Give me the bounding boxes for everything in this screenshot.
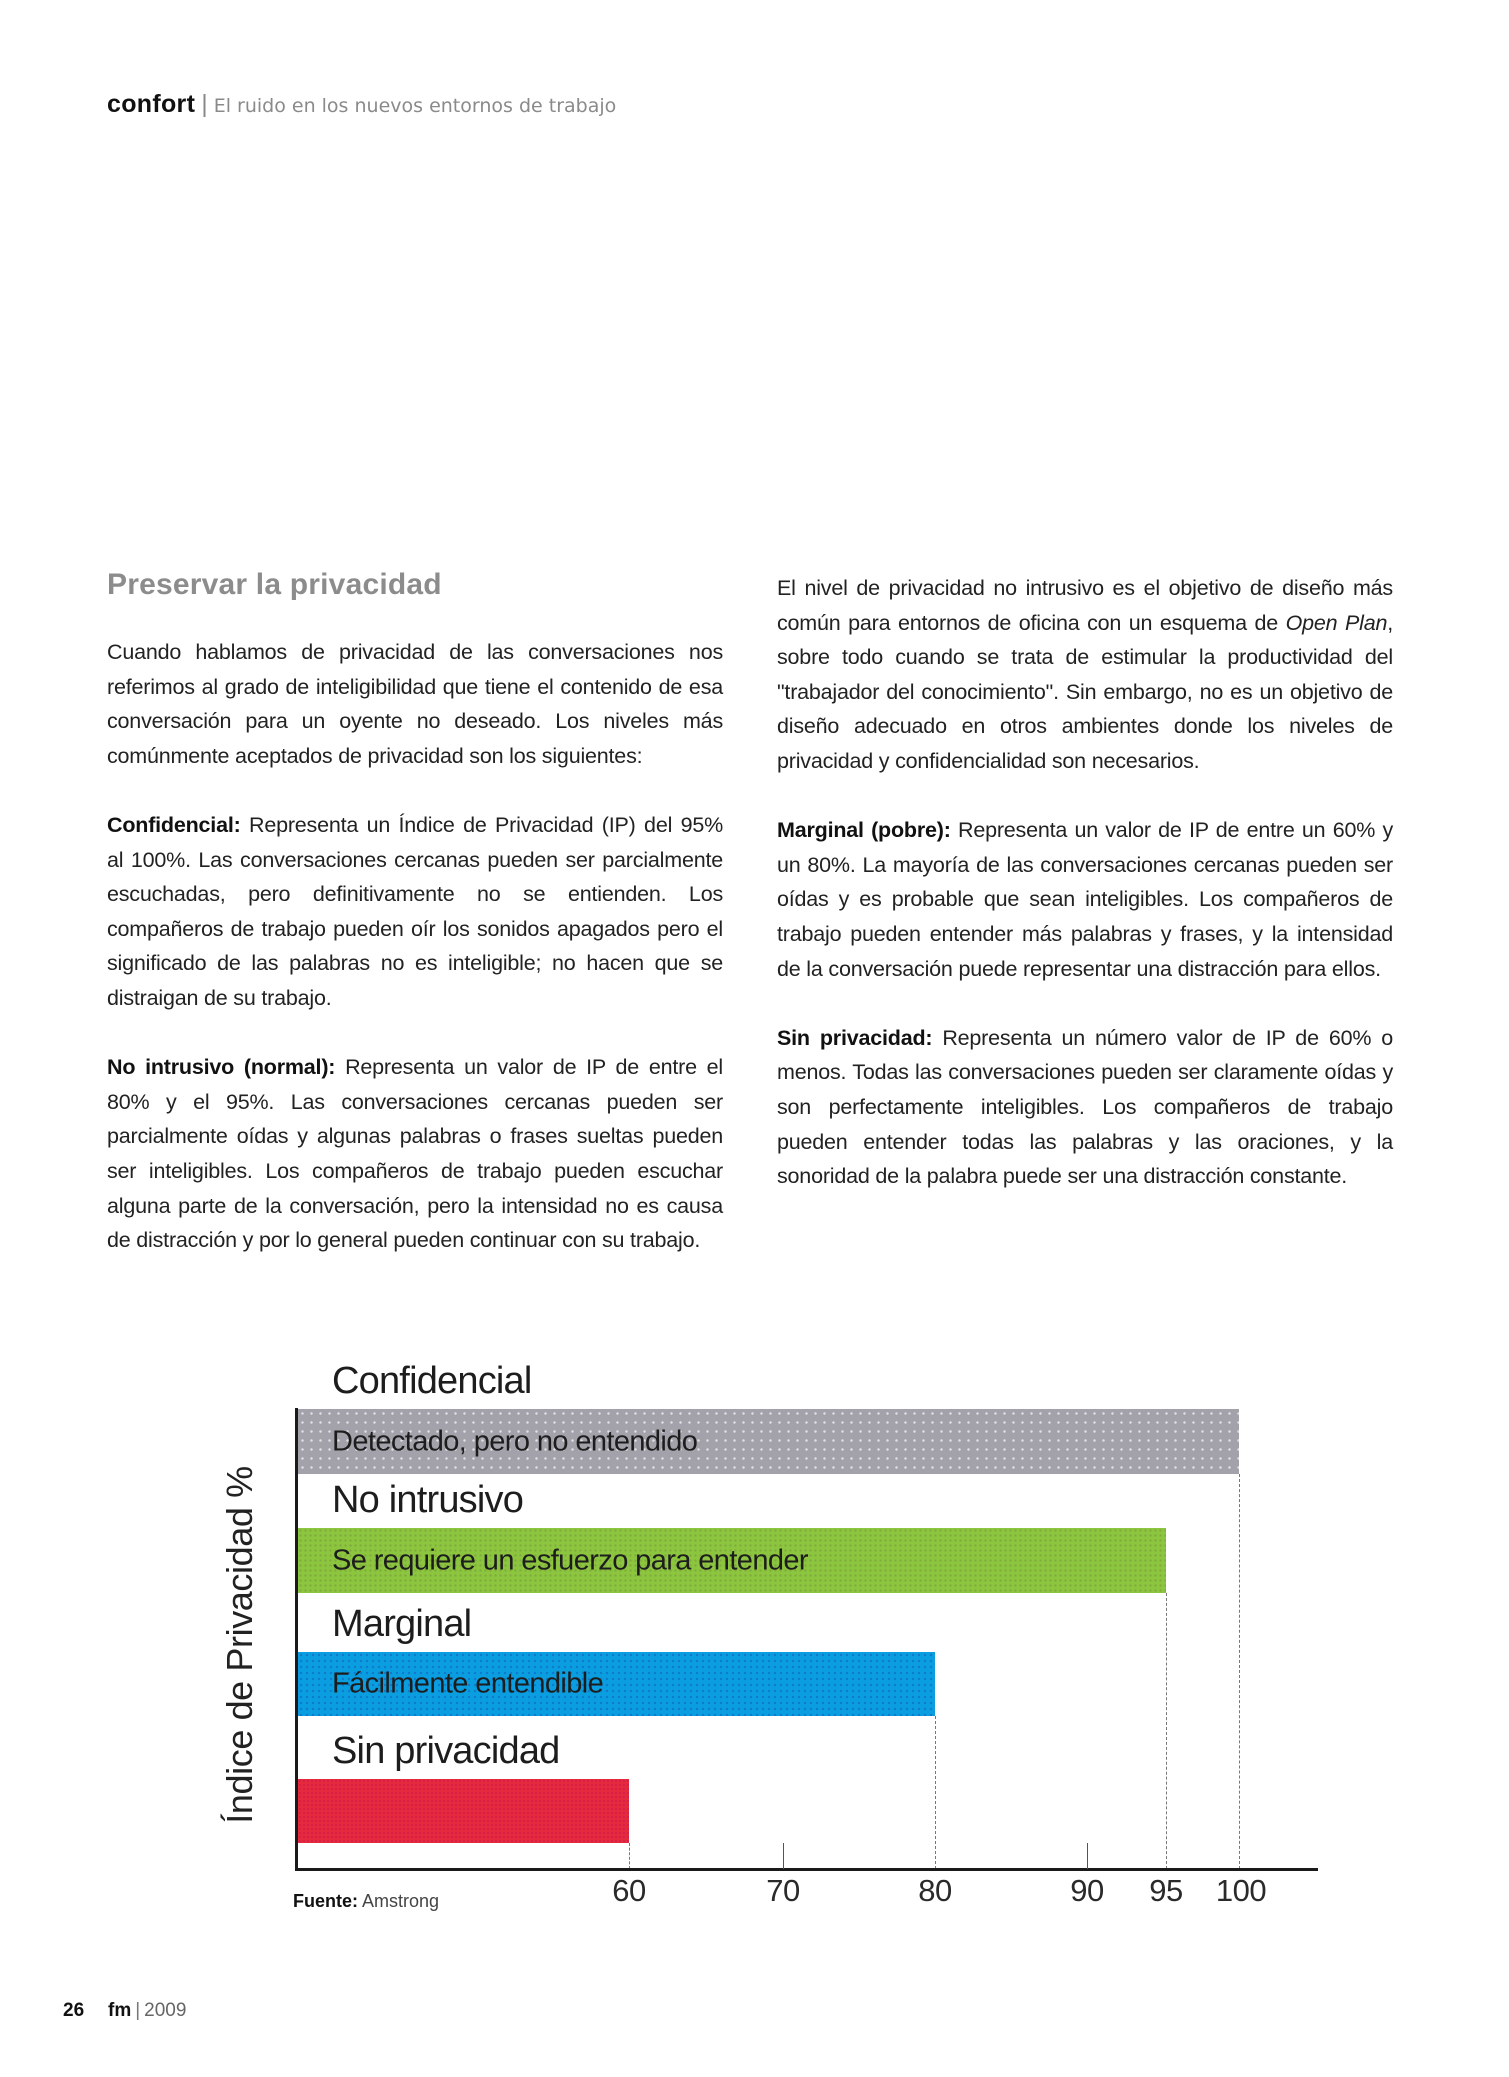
tick-label-90: 90 bbox=[1070, 1873, 1104, 1908]
bar-no-intrusivo bbox=[298, 1528, 1166, 1593]
tick-70 bbox=[783, 1843, 784, 1869]
category-label-sin-privacidad: Sin privacidad bbox=[332, 1730, 560, 1772]
running-header bbox=[107, 90, 616, 119]
paragraph-text: Cuando hablamos de privacidad de las conversaciones nos referimos al grado de inteligibilidad que tiene el contenido de esa conversación para un oyente no deseado. Los niveles más comúnmente aceptados de privacidad son los siguientes: bbox=[107, 640, 723, 768]
source-label: Fuente: bbox=[293, 1891, 358, 1911]
magazine-name: fm bbox=[108, 2000, 132, 2021]
paragraph-lead: Confidencial: bbox=[107, 812, 241, 837]
bar-sin-privacidad bbox=[298, 1779, 629, 1843]
tick-label-70: 70 bbox=[766, 1873, 800, 1908]
paragraph-marginal bbox=[777, 813, 1393, 986]
bar-confidencial bbox=[298, 1409, 1239, 1474]
category-label-no-intrusivo: No intrusivo bbox=[332, 1479, 524, 1521]
reference-line-80 bbox=[935, 1716, 936, 1869]
reference-line-100 bbox=[1239, 1474, 1240, 1869]
bar-description: Detectado, pero no entendido bbox=[332, 1425, 698, 1457]
paragraph-lead: Sin privacidad: bbox=[777, 1025, 933, 1050]
tick-label-95: 95 bbox=[1149, 1873, 1183, 1908]
chart-source bbox=[293, 1891, 439, 1912]
italic-term: Open Plan bbox=[1285, 610, 1388, 635]
right-column bbox=[777, 571, 1393, 1194]
paragraph-no-intrusivo bbox=[107, 1050, 723, 1258]
bar-description: Fácilmente entendible bbox=[332, 1667, 604, 1700]
bar-marginal bbox=[298, 1652, 935, 1716]
paragraph-open-plan bbox=[777, 571, 1393, 779]
bar-description: Se requiere un esfuerzo para entender bbox=[332, 1544, 808, 1576]
paragraph-confidencial bbox=[107, 808, 723, 1016]
tick-label-100: 100 bbox=[1215, 1873, 1267, 1908]
header-separator: | bbox=[201, 90, 208, 118]
intro-paragraph bbox=[107, 635, 723, 773]
reference-line-60 bbox=[629, 1843, 630, 1869]
left-column bbox=[107, 567, 723, 1258]
paragraph-lead: Marginal (pobre): bbox=[777, 818, 951, 843]
paragraph-text: Representa un valor de IP de entre el 80% y el 95%. Las conversaciones cercanas pueden ser parcialmente oídas y algunas palabras o frases sueltas pueden ser inteligibles. Los compañeros de trabajo pueden escuchar alguna parte de la conversación, pero la intensidad no es causa de distracción y por lo general pueden continuar con su trabajo. bbox=[107, 1055, 724, 1253]
tick-label-60: 60 bbox=[612, 1873, 646, 1908]
section-title: Preservar la privacidad bbox=[107, 568, 442, 601]
paragraph-lead: No intrusivo (normal): bbox=[107, 1055, 336, 1080]
issue-year: 2009 bbox=[144, 2000, 187, 2021]
paragraph-text: , sobre todo cuando se trata de estimular la productividad del "trabajador del conocimiento". Sin embargo, no es un objetivo de diseño adecuado en otros ambientes donde los niveles de privacidad y confidencialidad son necesarios. bbox=[777, 610, 1393, 773]
paragraph-text: El nivel de privacidad no intrusivo es el objetivo de diseño más común para entornos de oficina con un esquema de bbox=[777, 576, 1393, 635]
paragraph-sin-privacidad bbox=[777, 1021, 1393, 1194]
page-number: 26 bbox=[63, 2000, 85, 2021]
paragraph-text: Representa un valor de IP de entre un 60% y un 80%. La mayoría de las conversaciones cercanas pueden ser oídas y es probable que sean inteligibles. Los compañeros de trabajo pueden entender más palabras y frases, y la intensidad de la conversación puede representar una distracción para ellos. bbox=[777, 818, 1393, 981]
category-label-marginal: Marginal bbox=[332, 1603, 472, 1645]
reference-line-95 bbox=[1166, 1593, 1167, 1869]
section-name: confort bbox=[107, 90, 196, 118]
x-axis-line bbox=[295, 1868, 1318, 1871]
paragraph-text: Representa un Índice de Privacidad (IP) del 95% al 100%. Las conversaciones cercanas pueden ser parcialmente escuchadas, pero definitivamente no se entienden. Los compañeros de trabajo pueden oír los sonidos apagados pero el significado de las palabras no es inteligible; no hacen que se distraigan de su trabajo. bbox=[107, 812, 723, 1010]
tick-90 bbox=[1087, 1843, 1088, 1869]
y-axis-line bbox=[295, 1408, 298, 1871]
header-subtitle: El ruido en los nuevos entornos de trabajo bbox=[213, 95, 617, 117]
source-name: Amstrong bbox=[362, 1891, 440, 1911]
footer-magazine bbox=[108, 2000, 186, 2022]
category-label-confidencial: Confidencial bbox=[332, 1360, 532, 1402]
tick-label-80: 80 bbox=[918, 1873, 952, 1908]
paragraph-text: Representa un número valor de IP de 60% o menos. Todas las conversaciones pueden ser claramente oídas y son perfectamente inteligibles. Los compañeros de trabajo pueden entender todas las palabras y las oraciones, y la sonoridad de la palabra puede ser una distracción constante. bbox=[777, 1025, 1393, 1189]
y-axis-title: Índice de Privacidad % bbox=[219, 1466, 260, 1824]
footer-separator: | bbox=[135, 2000, 141, 2021]
